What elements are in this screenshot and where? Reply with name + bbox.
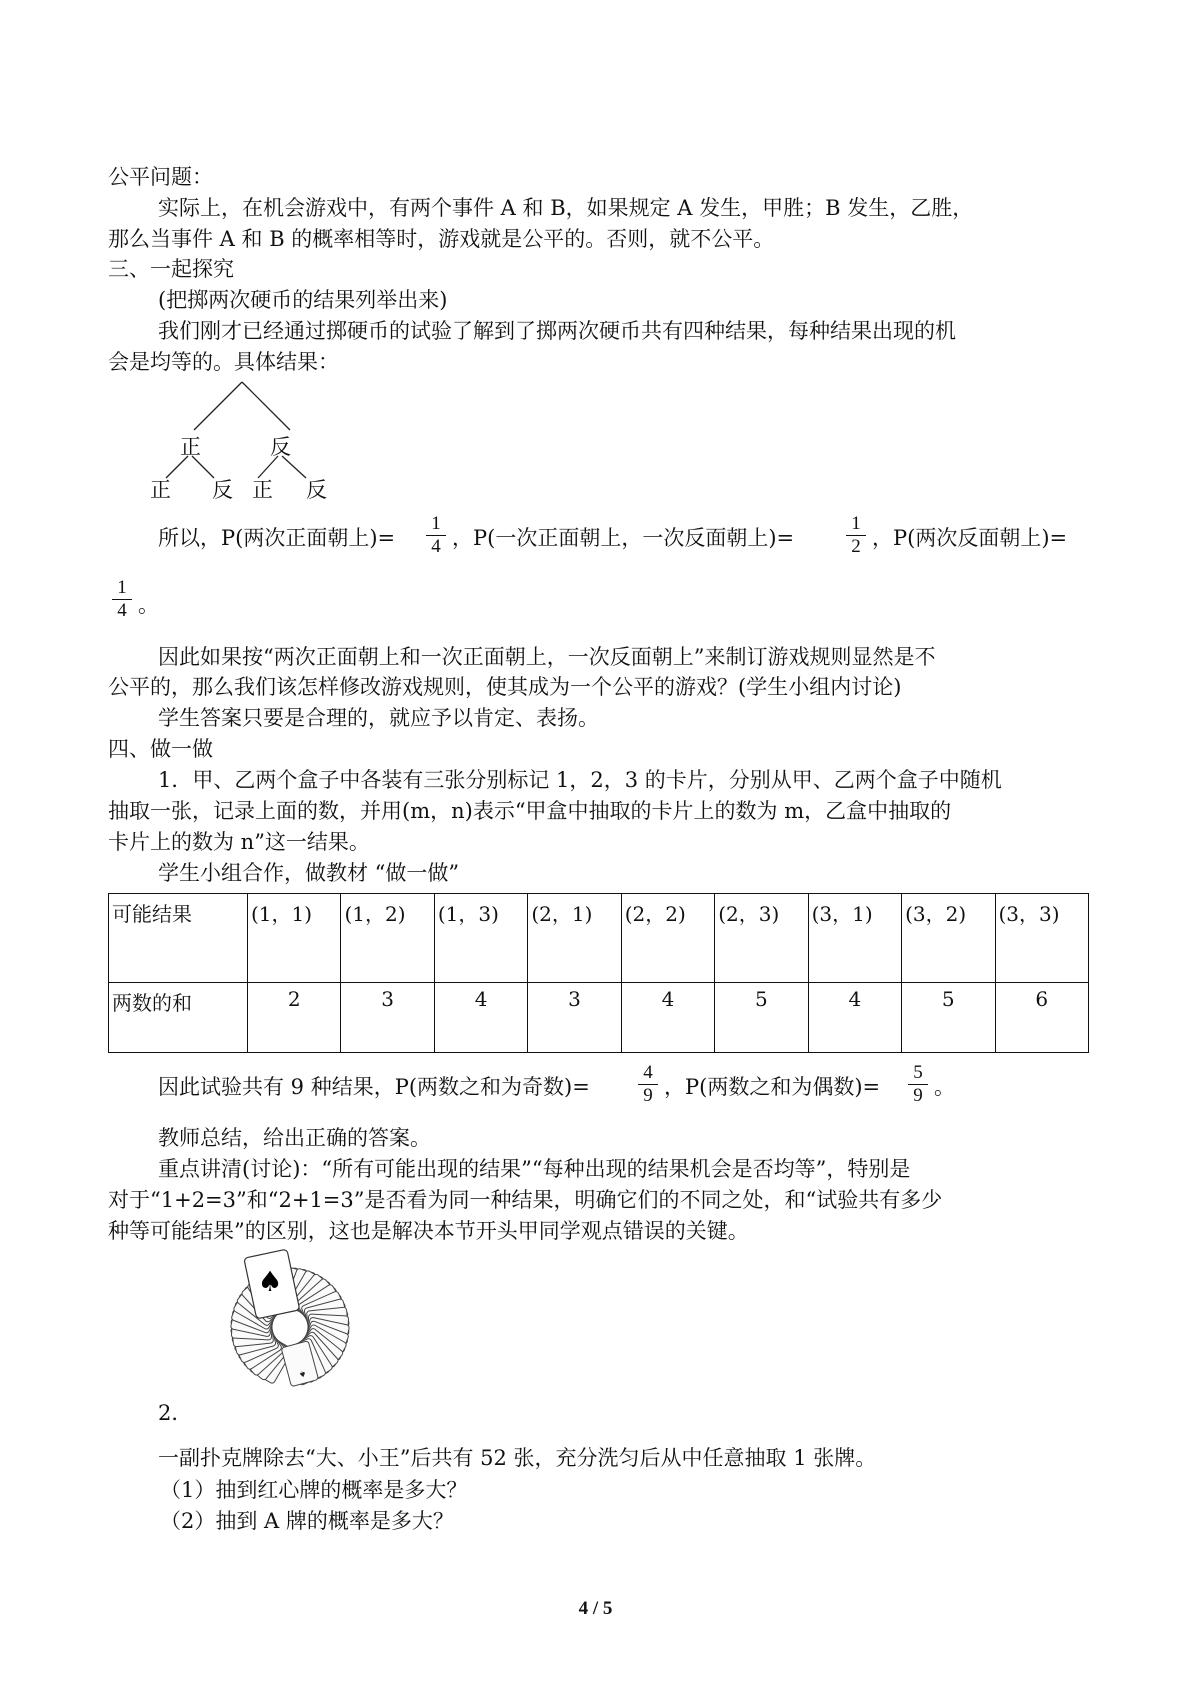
section-3-title: 三、一起探究 [108,257,234,281]
fraction-one-half: 1 2 [846,514,866,557]
fraction-one-quarter-b: 1 4 [112,578,132,621]
sum-cell: 4 [621,983,714,1053]
sum-cell: 5 [715,983,808,1053]
page-number: 4 / 5 [578,1598,613,1619]
playing-cards-image [200,1247,380,1407]
rule-paragraph-line-1: 因此如果按“两次正面朝上和一次正面朝上，一次反面朝上”来制订游戏规则显然是不 [158,645,936,669]
fraction-five-ninths: 5 9 [908,1063,928,1106]
key-point-line-1: 重点讲清(讨论)：“所有可能出现的结果”“每种出现的结果机会是否均等”，特别是 [158,1157,911,1181]
fair-paragraph-line-1: 实际上，在机会游戏中，有两个事件 A 和 B，如果规定 A 发生，甲胜；B 发生，乙胜， [158,196,974,220]
sum-cell: 3 [528,983,621,1053]
prob-line-part-2: ，P(一次正面朝上，一次反面朝上)= [452,526,795,550]
question-2-part-2: （2）抽到 A 牌的概率是多大？ [160,1509,454,1533]
rule-paragraph-line-2: 公平的，那么我们该怎样修改游戏规则，使其成为一个公平的游戏？(学生小组内讨论) [108,675,902,699]
sum-cell: 4 [434,983,527,1053]
question-1-line-3: 卡片上的数为 n”这一结果。 [108,830,370,854]
question-2-part-1: （1）抽到红心牌的概率是多大？ [160,1478,468,1502]
outcome-cell: (2，1) [528,894,621,983]
tree-node-tail-1: 反 [270,435,291,459]
fair-paragraph-line-2: 那么当事件 A 和 B 的概率相等时，游戏就是公平的。否则，就不公平。 [108,227,775,251]
table-row [109,983,1089,1053]
fraction-four-ninths: 4 9 [638,1063,658,1106]
sum-cell: 5 [902,983,995,1053]
sum-cell: 4 [808,983,901,1053]
outcome-cell: (3，3) [995,894,1089,983]
sum-cell: 3 [341,983,434,1053]
prob-line-end: 。 [138,593,159,617]
prob-line-part-3: ，P(两次反面朝上)= [872,526,1068,550]
question-2-text: 一副扑克牌除去“大、小王”后共有 52 张，充分洗匀后从中任意抽取 1 张牌。 [158,1446,877,1470]
explore-paragraph-line-1: 我们刚才已经通过掷硬币的试验了解到了掷两次硬币共有四种结果，每种结果出现的机 [158,319,956,343]
result-line-part-2: ，P(两数之和为偶数)= [664,1075,881,1099]
tree-leaf-4: 反 [306,478,327,500]
outcome-cell: (1，1) [248,894,341,983]
result-line-part-1: 因此试验共有 9 种结果，P(两数之和为奇数)= [158,1075,590,1099]
row-header-sums: 两数的和 [109,983,248,1053]
key-point-line-2: 对于“1+2=3”和“2+1=3”是否看为同一种结果，明确它们的不同之处，和“试验共有多少 [108,1188,943,1212]
spade-icon: ♠ [257,1265,283,1298]
outcome-cell: (2，2) [621,894,714,983]
sum-cell: 2 [248,983,341,1053]
table-row [109,894,1089,983]
section-4-title: 四、做一做 [108,737,213,761]
result-line-end: 。 [934,1075,955,1099]
prob-line-part-1: 所以，P(两次正面朝上)= [158,526,396,550]
tree-leaf-3: 正 [252,478,273,500]
outcome-cell: (3，2) [902,894,995,983]
question-2-number: 2． [158,1401,193,1425]
question-1-line-2: 抽取一张，记录上面的数，并用(m，n)表示“甲盒中抽取的卡片上的数为 m，乙盒中抽取的 [108,799,952,823]
outcome-cell: (3，1) [808,894,901,983]
group-work-line: 学生小组合作，做教材 “做一做” [158,861,460,885]
tree-leaf-2: 反 [212,478,233,500]
coin-tree-diagram [150,380,350,500]
sum-cell: 6 [995,983,1089,1053]
teacher-summary: 教师总结，给出正确的答案。 [158,1126,431,1150]
outcome-cell: (2，3) [715,894,808,983]
explore-note: (把掷两次硬币的结果列举出来) [158,288,448,312]
outcome-cell: (1，3) [434,894,527,983]
tree-leaf-1: 正 [150,478,171,500]
explore-paragraph-line-2: 会是均等的。具体结果： [108,350,339,374]
heading-fair: 公平问题： [108,165,213,189]
fraction-one-quarter-a: 1 4 [426,514,446,557]
tree-node-head-1: 正 [180,435,201,459]
praise-line: 学生答案只要是合理的，就应予以肯定、表扬。 [158,706,599,730]
row-header-outcomes: 可能结果 [109,894,248,983]
question-1-line-1: 1．甲、乙两个盒子中各装有三张分别标记 1，2，3 的卡片，分别从甲、乙两个盒子中随机 [158,768,1002,792]
key-point-line-3: 种等可能结果”的区别，这也是解决本节开头甲同学观点错误的关键。 [108,1219,749,1243]
outcome-table [108,893,1089,1053]
outcome-cell: (1，2) [341,894,434,983]
